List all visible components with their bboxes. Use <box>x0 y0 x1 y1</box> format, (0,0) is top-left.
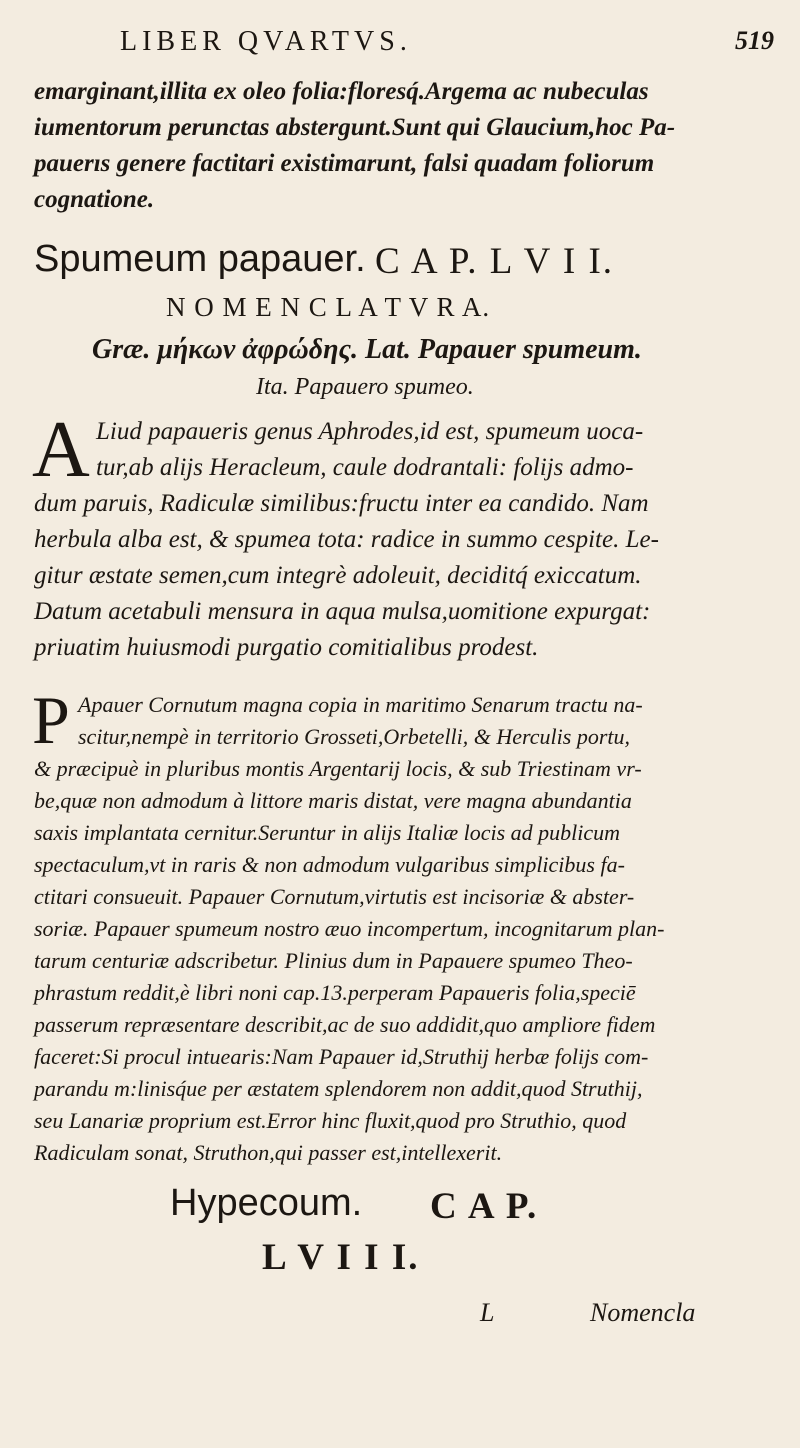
page-header <box>0 26 800 66</box>
chapter-number: C A P. <box>430 1186 539 1227</box>
greek-latin-names: Græ. μήκων ἀφρώδης. Lat. Papauer spumeum. <box>92 334 642 365</box>
text-line: Datum acetabuli mensura in aqua mulsa,uomitione expurgat: <box>34 598 651 625</box>
chapter-number-roman: L V I I I. <box>262 1237 420 1278</box>
text-line: tur,ab alijs Heracleum, caule dodrantali: folijs admo- <box>96 454 634 481</box>
chapter-number: C A P. L V I I. <box>375 241 615 282</box>
text-line: spectaculum,vt in raris & non admodum vulgaribus simplicibus fa- <box>34 852 625 877</box>
drop-cap: A <box>32 406 90 494</box>
text-line: priuatim huiusmodi purgatio comitialibus prodest. <box>34 634 539 661</box>
text-line: herbula alba est, & spumea tota: radice in summo cespite. Le- <box>34 526 659 553</box>
text-line: faceret:Si procul intuearis:Nam Papauer id,Struthij herbæ folijs com- <box>34 1044 649 1069</box>
text-line: saxis implantata cernitur.Seruntur in alijs Italiæ locis ad publicum <box>34 820 621 845</box>
text-line: Liud papaueris genus Aphrodes,id est, spumeum uoca- <box>96 418 644 445</box>
page-number: 519 <box>735 26 774 55</box>
text-line: & præcipuè in pluribus montis Argentarij locis, & sub Triestinam vr- <box>34 756 642 781</box>
text-line: cognatione. <box>34 186 155 213</box>
text-line: phrastum reddit,è libri noni cap.13.perperam Papaueris folia,speciē <box>34 980 636 1005</box>
text-line: dum paruis, Radiculæ similibus:fructu inter ea candido. Nam <box>34 490 649 517</box>
text-line: parandu m:linisq́ue per æstatem splendorem non addit,quod Struthij, <box>34 1076 643 1101</box>
text-line: Radiculam sonat, Struthon,qui passer est,intellexerit. <box>34 1140 503 1165</box>
text-line: iumentorum perunctas abstergunt.Sunt qui Glaucium,hoc Pa- <box>34 114 676 141</box>
text-line: tarum centuriæ adscribetur. Plinius dum in Papauere spumeo Theo- <box>34 948 633 973</box>
signature-mark: L <box>480 1298 495 1327</box>
italian-name: Ita. Papauero spumeo. <box>256 374 474 400</box>
text-line: pauerıs genere factitari existimarunt, falsi quadam foliorum <box>34 150 655 177</box>
text-line: passerum repræsentare describit,ac de suo addidit,quo ampliore fidem <box>34 1012 656 1037</box>
text-line: be,quæ non admodum à littore maris distat, vere magna abundantia <box>34 788 632 813</box>
drop-cap: P <box>32 682 70 758</box>
text-line: soriæ. Papauer spumeum nostro æuo incompertum, incognitarum plan- <box>34 916 665 941</box>
running-head: LIBER QVARTVS. <box>120 26 412 57</box>
chapter-title-name: Spumeum papauer. <box>34 238 366 280</box>
text-line: gitur æstate semen,cum integrè adoleuit, deciditq́ exiccatum. <box>34 562 642 589</box>
text-line: emarginant,illita ex oleo folia:floresq́.Argema ac nubeculas <box>34 78 649 105</box>
text-line: scitur,nempè in territorio Grosseti,Orbetelli, & Herculis portu, <box>78 724 631 749</box>
text-line: seu Lanariæ proprium est.Error hinc fluxit,quod pro Struthio, quod <box>34 1108 627 1133</box>
nomenclatura-heading: N O M E N C L A T V R A. <box>166 292 491 322</box>
chapter-title-name: Hypecoum. <box>170 1182 363 1224</box>
text-line: Apauer Cornutum magna copia in maritimo Senarum tractu na- <box>78 692 643 717</box>
text-line: ctitari consueuit. Papauer Cornutum,virtutis est incisoriæ & abster- <box>34 884 635 909</box>
catchword: Nomencla <box>590 1298 696 1327</box>
